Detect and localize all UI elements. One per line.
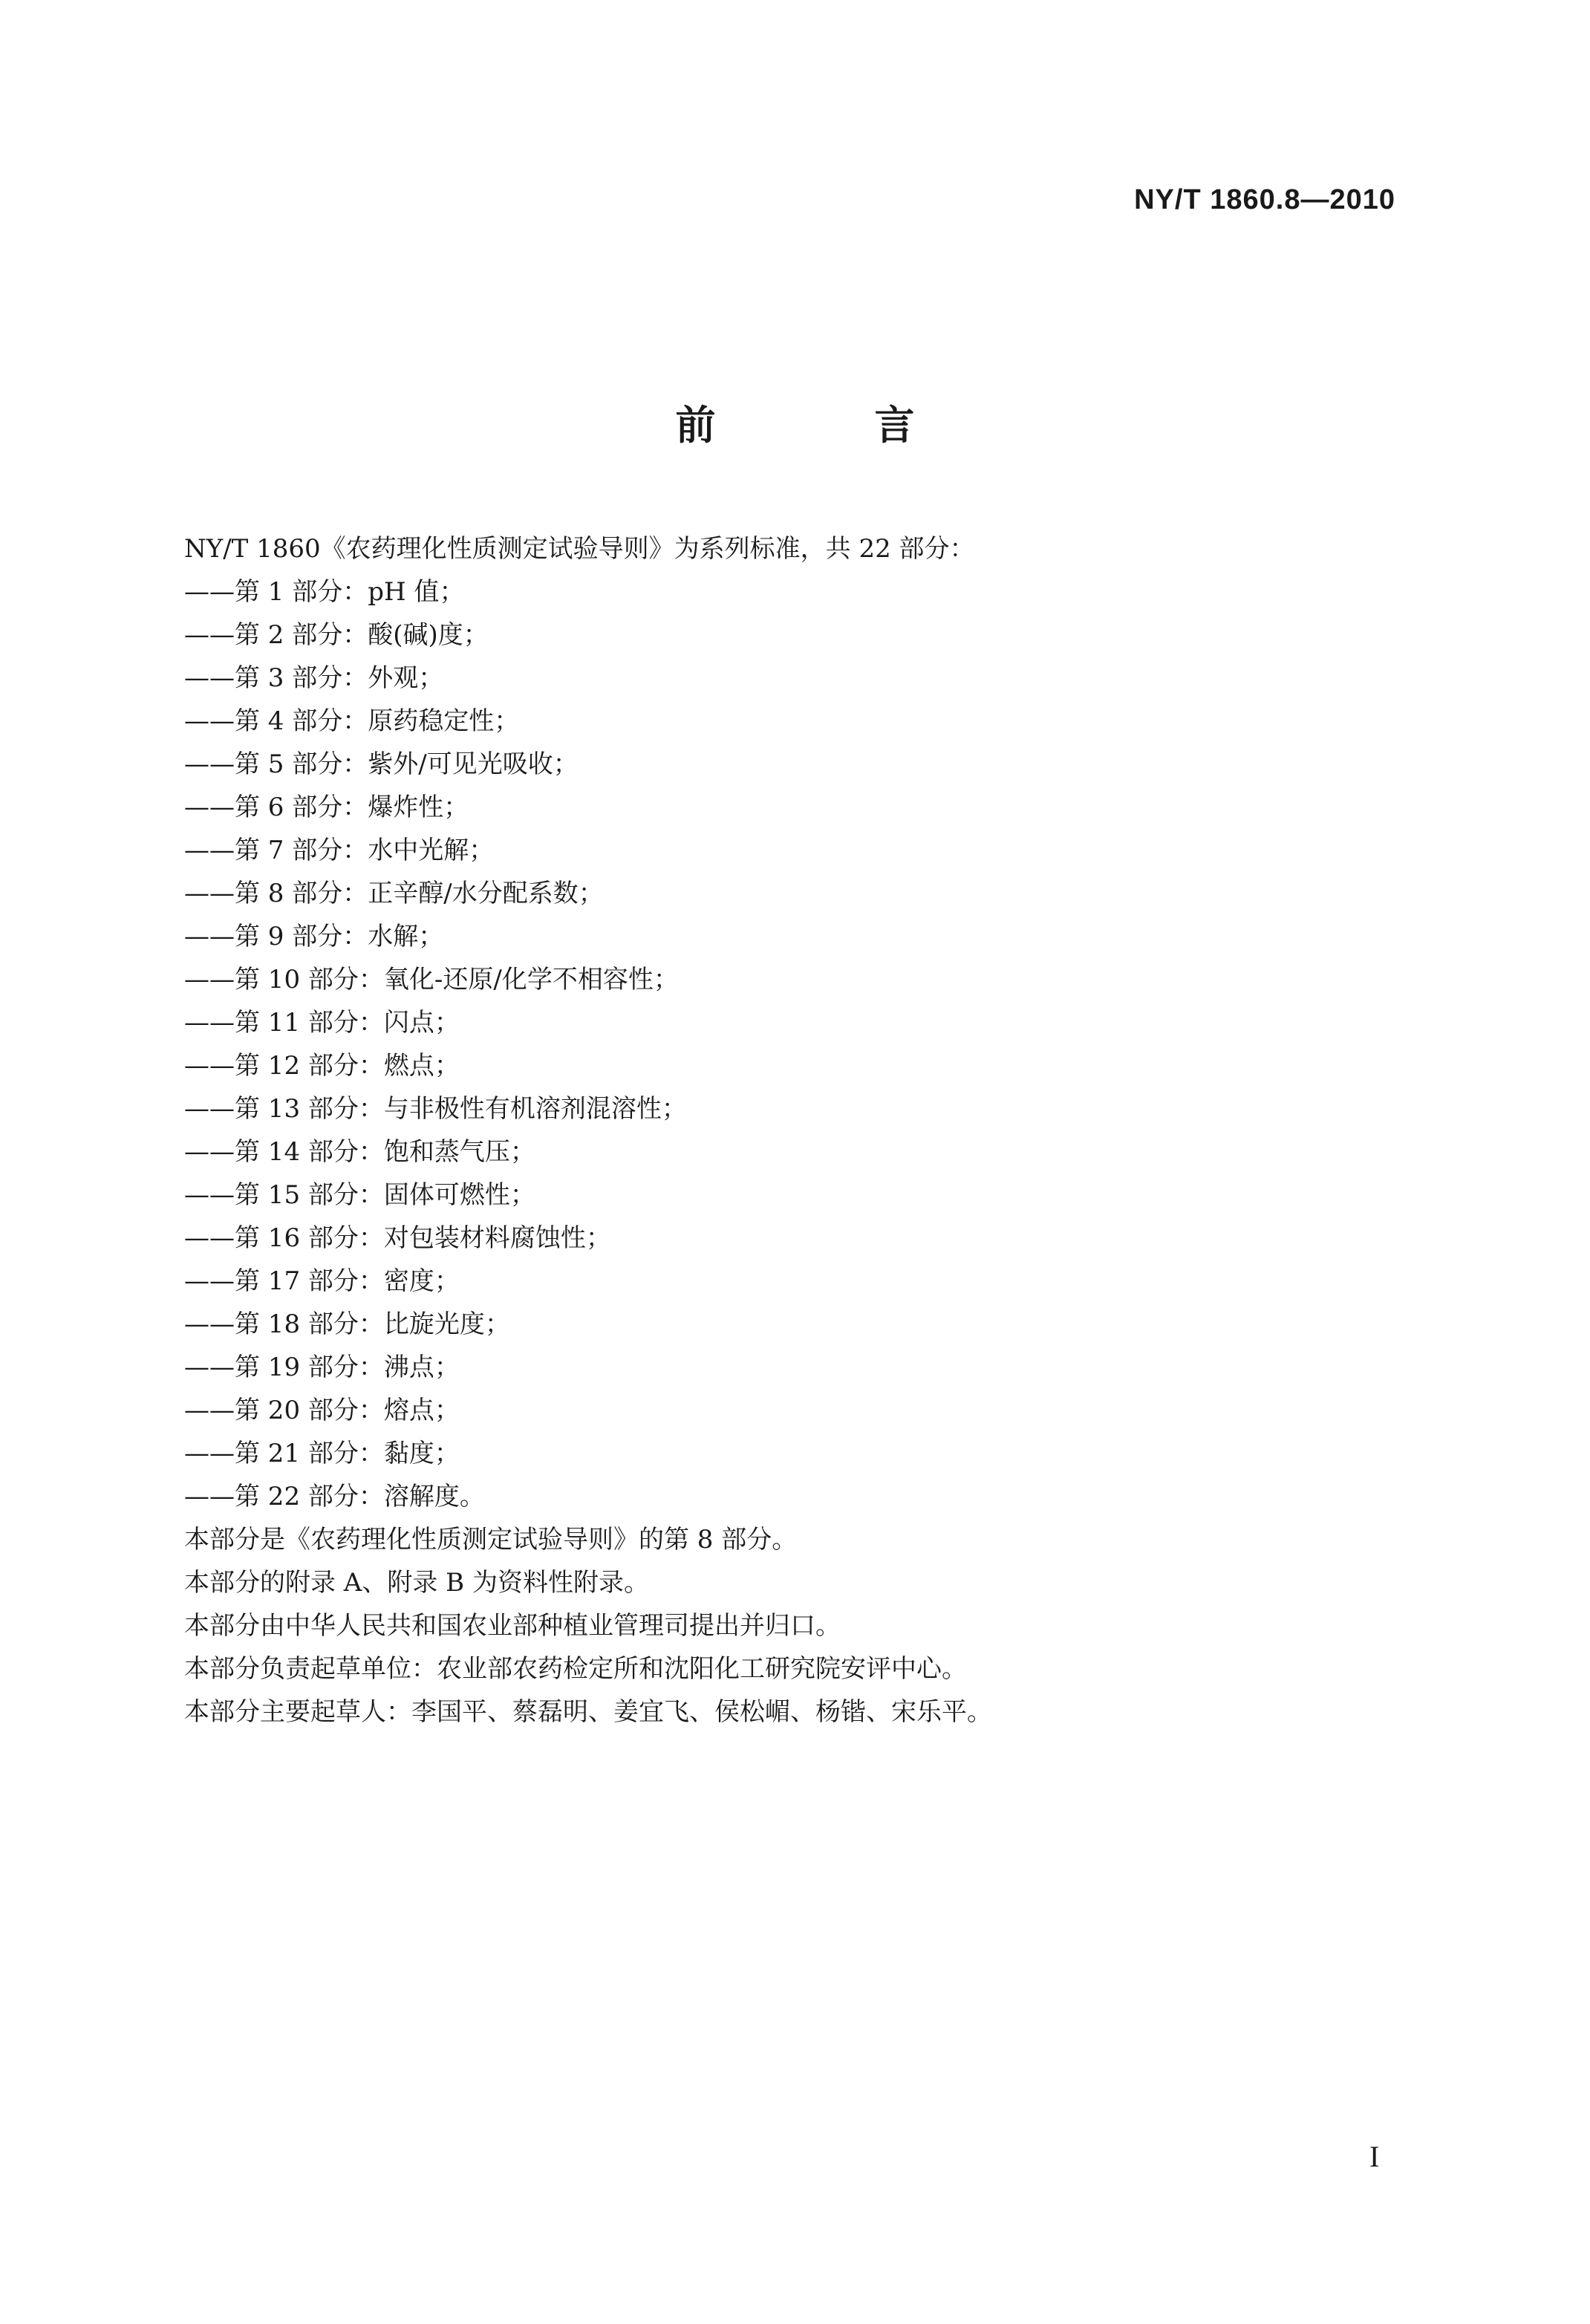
- part-item: ——第 17 部分：密度；: [184, 1266, 460, 1296]
- part-item: ——第 6 部分：爆炸性；: [184, 792, 469, 822]
- page-title: 前 言: [675, 402, 974, 449]
- part-item: ——第 18 部分：比旋光度；: [184, 1309, 510, 1339]
- part-item: ——第 15 部分：固体可燃性；: [184, 1180, 535, 1210]
- part-item: ——第 21 部分：黏度；: [184, 1439, 460, 1468]
- part-item: ——第 1 部分：pH 值；: [184, 577, 465, 607]
- part-item: ——第 8 部分：正辛醇/水分配系数；: [184, 879, 604, 908]
- part-item: ——第 16 部分：对包装材料腐蚀性；: [184, 1223, 611, 1253]
- intro-line: NY/T 1860《农药理化性质测定试验导则》为系列标准，共 22 部分：: [184, 534, 975, 564]
- closing-line: 本部分负责起草单位：农业部农药检定所和沈阳化工研究院安评中心。: [184, 1654, 967, 1684]
- part-item: ——第 20 部分：熔点；: [184, 1396, 460, 1425]
- part-item: ——第 10 部分：氧化-还原/化学不相容性；: [184, 965, 679, 995]
- part-item: ——第 12 部分：燃点；: [184, 1051, 460, 1081]
- part-item: ——第 13 部分：与非极性有机溶剂混溶性；: [184, 1094, 687, 1124]
- part-item: ——第 5 部分：紫外/可见光吸收；: [184, 749, 579, 779]
- part-item: ——第 4 部分：原药稳定性；: [184, 706, 520, 736]
- page-number: I: [1369, 2140, 1380, 2173]
- foreword-body: [184, 527, 1402, 1734]
- part-item: ——第 19 部分：沸点；: [184, 1353, 460, 1382]
- closing-line: 本部分的附录 A、附录 B 为资料性附录。: [184, 1568, 649, 1598]
- part-item: ——第 22 部分：溶解度。: [184, 1482, 485, 1511]
- parts-list: [184, 570, 1402, 1518]
- closing-statements: [184, 1518, 1402, 1734]
- part-item: ——第 7 部分：水中光解；: [184, 836, 495, 865]
- closing-line: 本部分主要起草人：李国平、蔡磊明、姜宜飞、侯松嵋、杨锴、宋乐平。: [184, 1697, 992, 1727]
- standard-code: NY/T 1860.8—2010: [1134, 184, 1395, 215]
- part-item: ——第 11 部分：闪点；: [184, 1008, 460, 1038]
- part-item: ——第 14 部分：饱和蒸气压；: [184, 1137, 535, 1167]
- closing-line: 本部分是《农药理化性质测定试验导则》的第 8 部分。: [184, 1525, 798, 1555]
- part-item: ——第 9 部分：水解；: [184, 922, 444, 951]
- closing-line: 本部分由中华人民共和国农业部种植业管理司提出并归口。: [184, 1611, 841, 1641]
- part-item: ——第 2 部分：酸(碱)度；: [184, 620, 489, 650]
- part-item: ——第 3 部分：外观；: [184, 663, 444, 693]
